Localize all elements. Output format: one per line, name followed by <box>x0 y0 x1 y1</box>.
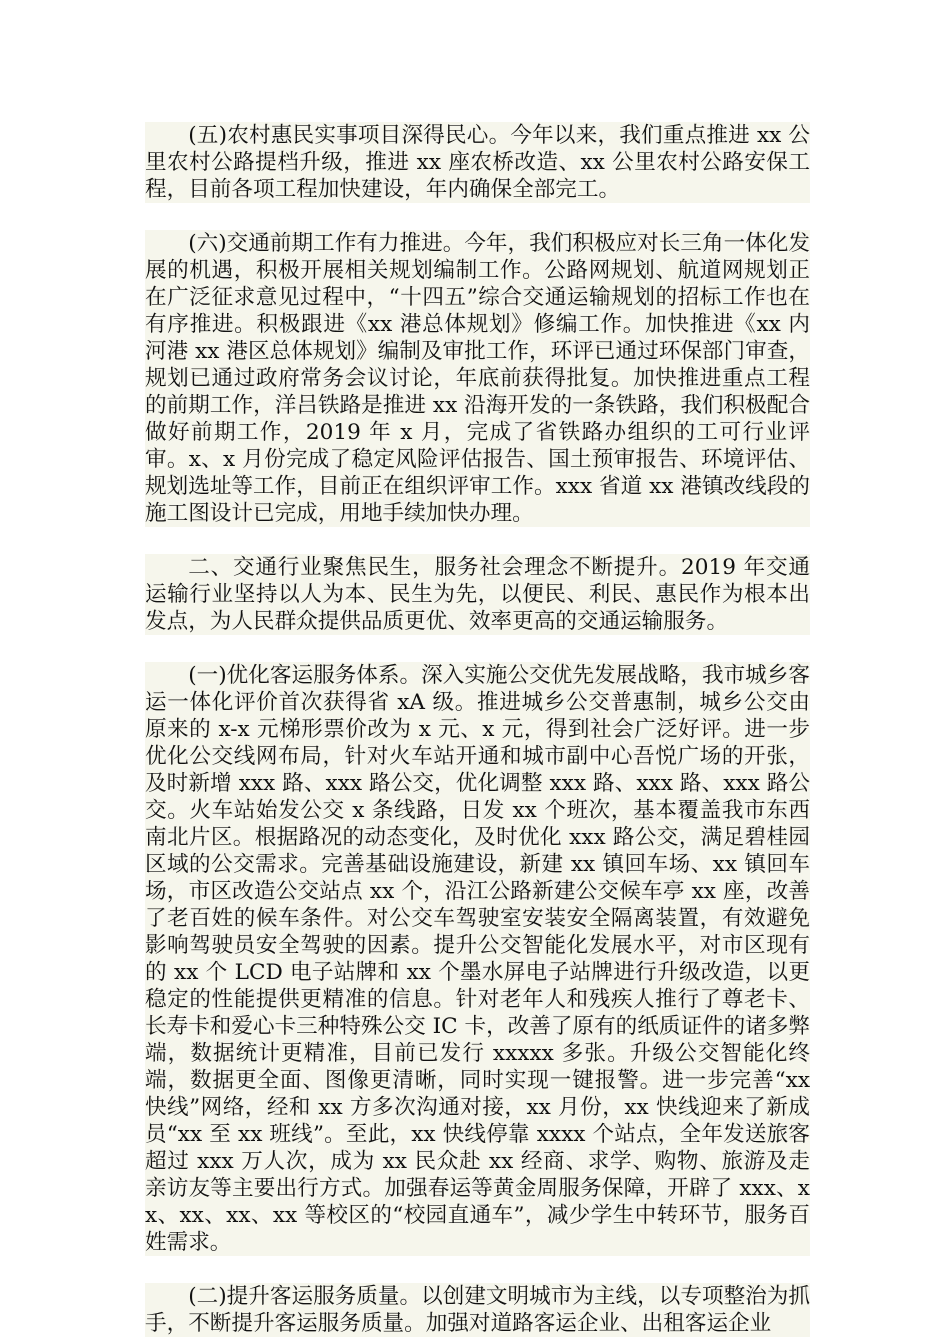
paragraph-livelihood-service: 二、交通行业聚焦民生，服务社会理念不断提升。2019 年交通运输行业坚持以人为本、民生为先，以便民、利民、惠民作为根本出发点，为人民群众提供品质更优、效率更高的交通运输服务。 <box>145 555 810 634</box>
paragraph-rural-projects: (五)农村惠民实事项目深得民心。今年以来，我们重点推进 xx 公里农村公路提档升级，推进 xx 座农桥改造、xx 公里农村公路安保工程，目前各项工程加快建设，年内确保全部完工。 <box>145 123 810 202</box>
paragraph-service-quality: (二)提升客运服务质量。以创建文明城市为主线，以专项整治为抓手，不断提升客运服务质量。加强对道路客运企业、出租客运企业 <box>145 1284 810 1336</box>
paragraph-transport-planning: (六)交通前期工作有力推进。今年，我们积极应对长三角一体化发展的机遇，积极开展相关规划编制工作。公路网规划、航道网规划正在广泛征求意见过程中，“十四五”综合交通运输规划的招标工作也在有序推进。积极跟进《xx 港总体规划》修编工作。加快推进《xx 内河港 xx 港区总体规划》编制及审批工作，环评已通过环保部门审查，规划已通过政府常务会议讨论，年底前获得批复。加快推进重点工程的前期工作，洋吕铁路是推进 xx 沿海开发的一条铁路，我们积极配合做好前期工作，2019 年 x 月，完成了省铁路办组织的工可行业评审。x、x 月份完成了稳定风险评估报告、国土预审报告、环境评估、规划选址等工作，目前正在组织评审工作。xxx 省道 xx 港镇改线段的施工图设计已完成，用地手续加快办理。 <box>145 231 810 526</box>
paragraph-passenger-system: (一)优化客运服务体系。深入实施公交优先发展战略，我市城乡客运一体化评价首次获得省 xA 级。推进城乡公交普惠制，城乡公交由原来的 x-x 元梯形票价改为 x 元、x 元，得到社会广泛好评。进一步优化公交线网布局，针对火车站开通和城市副中心吾悦广场的开张，及时新增 xxx 路、xxx 路公交，优化调整 xxx 路、xxx 路、xxx 路公交。火车站始发公交 x 条线路，日发 xx 个班次，基本覆盖我市东西南北片区。根据路况的动态变化，及时优化 xxx 路公交，满足碧桂园区域的公交需求。完善基础设施建设，新建 xx 镇回车场、xx 镇回车场，市区改造公交站点 xx 个，沿江公路新建公交候车亭 xx 座，改善了老百姓的候车条件。对公交车驾驶室安装安全隔离装置，有效避免影响驾驶员安全驾驶的因素。提升公交智能化发展水平，对市区现有的 xx 个 LCD 电子站牌和 xx 个墨水屏电子站牌进行升级改造，以更稳定的性能提供更精准的信息。针对老年人和残疾人推行了尊老卡、长寿卡和爱心卡三种特殊公交 IC 卡，改善了原有的纸质证件的诸多弊端，数据统计更精准，目前已发行 xxxxx 多张。升级公交智能化终端，数据更全面、图像更清晰，同时实现一键报警。进一步完善“xx 快线”网络，经和 xx 方多次沟通对接，xx 月份，xx 快线迎来了新成员“xx 至 xx 班线”。至此，xx 快线停靠 xxxx 个站点，全年发送旅客超过 xxx 万人次，成为 xx 民众赴 xx 经商、求学、购物、旅游及走亲访友等主要出行方式。加强春运等黄金周服务保障，开辟了 xxx、xx、xx、xx、xx 等校区的“校园直通车”，减少学生中转环节，服务百姓需求。 <box>145 663 811 1255</box>
document-body <box>145 122 810 1337</box>
